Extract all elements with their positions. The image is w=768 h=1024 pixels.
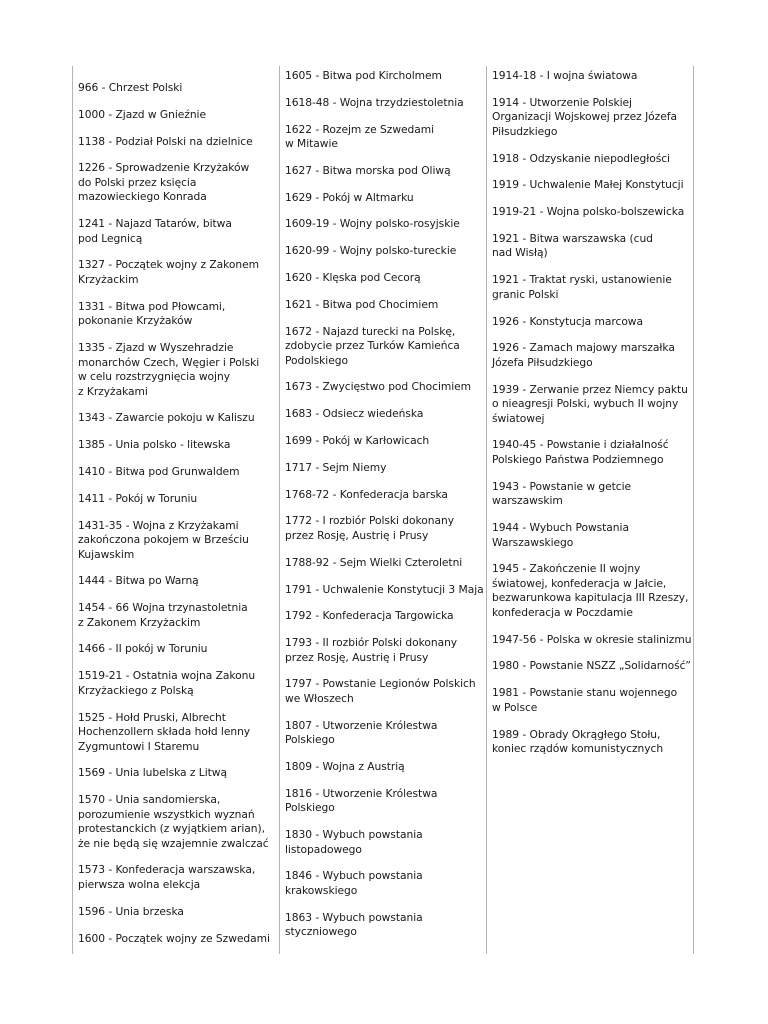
timeline-entry: 1944 - Wybuch Powstania Warszawskiego — [492, 521, 629, 549]
timeline-entry: 1981 - Powstanie stanu wojennego w Polsce — [492, 686, 678, 714]
timeline-entry: 1793 - II rozbiór Polski dokonany przez Rosję, Austrię i Prusy — [285, 636, 458, 664]
timeline-entry: 1000 - Zjazd w Gnieźnie — [78, 107, 206, 121]
timeline-entry: 1605 - Bitwa pod Kircholmem — [285, 69, 442, 82]
timeline-entry: 1621 - Bitwa pod Chocimiem — [285, 297, 439, 311]
timeline-entry: 966 - Chrzest Polski — [78, 81, 183, 94]
timeline-entry: 1940-45 - Powstanie i działalność Polskiego Państwa Podziemnego — [492, 438, 669, 466]
timeline-entry: 1622 - Rozejm ze Szwedami w Mitawie — [285, 122, 435, 151]
timeline-entry: 1921 - Bitwa warszawska (cud nad Wisłą) — [492, 231, 653, 260]
timeline-table — [72, 66, 694, 954]
timeline-entry: 1519-21 - Ostatnia wojna Zakonu Krzyżackiego z Polską — [78, 669, 256, 697]
timeline-entry: 1411 - Pokój w Toruniu — [78, 491, 198, 505]
timeline-entry: 1914-18 - I wojna światowa — [492, 69, 638, 82]
timeline-column-1 — [72, 66, 279, 954]
timeline-entry: 1620-99 - Wojny polsko-tureckie — [285, 244, 457, 258]
timeline-entry: 1331 - Bitwa pod Płowcami, pokonanie Krzyżaków — [78, 299, 226, 328]
timeline-entry: 1807 - Utworzenie Królestwa Polskiego — [285, 718, 438, 747]
timeline-entry: 1947-56 - Polska w okresie stalinizmu — [492, 632, 692, 646]
timeline-entry: 1569 - Unia lubelska z Litwą — [78, 766, 227, 780]
timeline-entry: 1768-72 - Konfederacja barska — [285, 487, 448, 501]
timeline-entry: 1788-92 - Sejm Wielki Czteroletni — [285, 555, 463, 569]
timeline-entry: 1683 - Odsiecz wiedeńska — [285, 407, 424, 421]
timeline-entry: 1343 - Zawarcie pokoju w Kaliszu — [78, 411, 255, 425]
timeline-entry: 1926 - Konstytucja marcowa — [492, 314, 644, 328]
timeline-entry: 1444 - Bitwa po Warną — [78, 574, 199, 588]
timeline-entry: 1926 - Zamach majowy marszałka Józefa Piłsudzkiego — [492, 341, 675, 369]
timeline-entry: 1629 - Pokój w Altmarku — [285, 190, 414, 204]
timeline-entry: 1335 - Zjazd w Wyszehradzie monarchów Czech, Węgier i Polski w celu rozstrzygnięcia wojny z Krzyżakami — [78, 341, 260, 398]
timeline-entry: 1797 - Powstanie Legionów Polskich we Włoszech — [285, 677, 476, 705]
timeline-entry: 1791 - Uchwalenie Konstytucji 3 Maja — [285, 582, 484, 596]
timeline-entry: 1570 - Unia sandomierska, porozumienie wszystkich wyznań protestanckich (z wyjątkiem arian), że nie będą się wzajemnie zwalczać — [78, 793, 269, 850]
timeline-entry: 1699 - Pokój w Karłowicach — [285, 434, 430, 448]
timeline-entry: 1792 - Konfederacja Targowicka — [285, 609, 454, 623]
timeline-entry: 1943 - Powstanie w getcie warszawskim — [492, 479, 632, 508]
timeline-entry: 1914 - Utworzenie Polskiej Organizacji Wojskowej przez Józefa Piłsudzkiego — [492, 95, 677, 138]
timeline-entry: 1809 - Wojna z Austrią — [285, 760, 405, 774]
timeline-entry: 1226 - Sprowadzenie Krzyżaków do Polski przez księcia mazowieckiego Konrada — [78, 161, 250, 204]
timeline-entry: 1919 - Uchwalenie Małej Konstytucji — [492, 178, 684, 192]
timeline-entry: 1945 - Zakończenie II wojny światowej, konfederacja w Jałcie, bezwarunkowa kapitulacja III Rzeszy, konfederacja w Poczdamie — [492, 562, 689, 619]
timeline-entry: 1600 - Początek wojny ze Szwedami — [78, 931, 270, 945]
timeline-entry: 1596 - Unia brzeska — [78, 904, 184, 918]
timeline-entry: 1830 - Wybuch powstania listopadowego — [285, 828, 423, 856]
timeline-entry: 1241 - Najazd Tatarów, bitwa pod Legnicą — [78, 217, 232, 245]
timeline-entry: 1618-48 - Wojna trzydziestoletnia — [285, 95, 464, 109]
timeline-entry: 1772 - I rozbiór Polski dokonany przez Rosję, Austrię i Prusy — [285, 514, 454, 542]
timeline-entry: 1921 - Traktat ryski, ustanowienie granic Polski — [492, 273, 672, 301]
timeline-entry: 1672 - Najazd turecki na Polskę, zdobycie przez Turków Kamieńca Podolskiego — [285, 324, 460, 367]
timeline-entry: 1431-35 - Wojna z Krzyżakami zakończona pokojem w Brześciu Kujawskim — [78, 518, 249, 561]
timeline-entry: 1846 - Wybuch powstania krakowskiego — [285, 869, 423, 897]
timeline-entry: 1327 - Początek wojny z Zakonem Krzyżackim — [78, 258, 260, 286]
timeline-entry: 1717 - Sejm Niemy — [285, 460, 387, 474]
timeline-entry: 1454 - 66 Wojna trzynastoletnia z Zakonem Krzyżackim — [78, 601, 248, 629]
timeline-entry: 1609-19 - Wojny polsko-rosyjskie — [285, 217, 460, 231]
timeline-entry: 1385 - Unia polsko - litewska — [78, 438, 231, 452]
timeline-entry: 1525 - Hołd Pruski, Albrecht Hochenzollern składa hołd lenny Zygmuntowi I Staremu — [78, 710, 251, 753]
timeline-entry: 1466 - II pokój w Toruniu — [78, 642, 208, 656]
timeline-entry: 1989 - Obrady Okrągłego Stołu, koniec rządów komunistycznych — [492, 727, 664, 756]
timeline-entry: 1863 - Wybuch powstania styczniowego — [285, 910, 423, 939]
timeline-column-2 — [279, 66, 486, 954]
timeline-entry: 1573 - Konfederacja warszawska, pierwsza wolna elekcja — [78, 863, 256, 891]
timeline-entry: 1980 - Powstanie NSZZ „Solidarność” — [492, 659, 691, 673]
timeline-entry: 1816 - Utworzenie Królestwa Polskiego — [285, 786, 438, 815]
timeline-entry: 1620 - Klęska pod Cecorą — [285, 271, 421, 285]
timeline-column-3 — [486, 66, 694, 954]
timeline-entry: 1138 - Podział Polski na dzielnice — [78, 134, 253, 148]
timeline-entry: 1918 - Odzyskanie niepodległości — [492, 151, 670, 165]
timeline-entry: 1410 - Bitwa pod Grunwaldem — [78, 464, 240, 478]
timeline-entry: 1939 - Zerwanie przez Niemcy paktu o nieagresji Polski, wybuch II wojny światowej — [492, 382, 688, 425]
timeline-entry: 1919-21 - Wojna polsko-bolszewicka — [492, 205, 685, 219]
timeline-entry: 1673 - Zwycięstwo pod Chocimiem — [285, 380, 472, 394]
timeline-entry: 1627 - Bitwa morska pod Oliwą — [285, 163, 451, 177]
